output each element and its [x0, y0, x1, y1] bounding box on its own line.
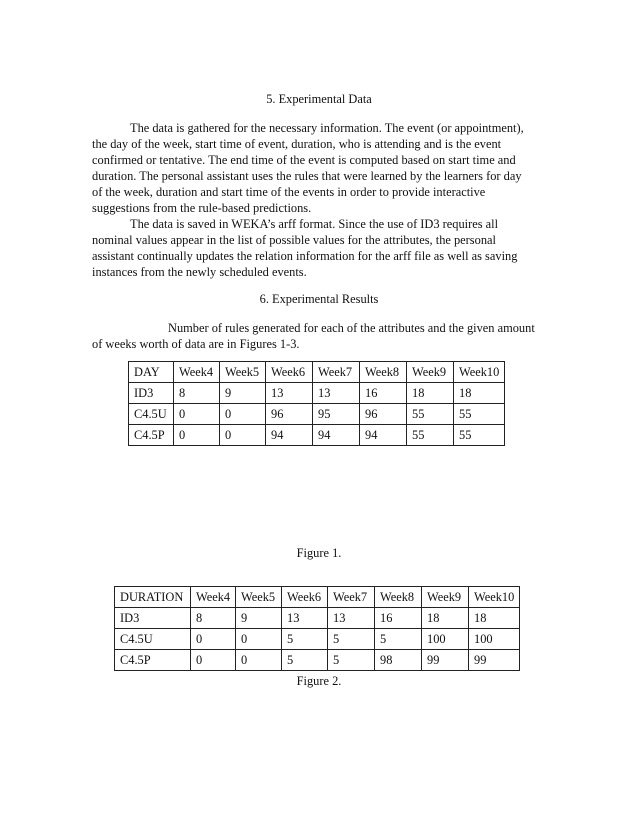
header-cell: Week7 — [328, 587, 375, 608]
section-6-heading: 6. Experimental Results — [259, 292, 379, 306]
table-header-row — [129, 362, 505, 383]
table-cell: 99 — [469, 650, 520, 671]
table-cell: 99 — [422, 650, 469, 671]
table-header-row — [115, 587, 520, 608]
table-cell: 0 — [236, 650, 282, 671]
table-cell: 55 — [407, 425, 454, 446]
table-cell: 0 — [236, 629, 282, 650]
table-cell: 100 — [422, 629, 469, 650]
table-cell: 13 — [328, 608, 375, 629]
header-cell: Week6 — [266, 362, 313, 383]
section-5-heading: 5. Experimental Data — [266, 92, 372, 106]
table-row — [115, 629, 520, 650]
table-cell: 100 — [469, 629, 520, 650]
table-cell: 8 — [174, 383, 220, 404]
paragraph-line: suggestions from the rule-based predictions. — [92, 201, 312, 215]
table-row — [115, 608, 520, 629]
table-cell: 94 — [266, 425, 313, 446]
table-cell: 5 — [282, 629, 328, 650]
table-cell: 13 — [313, 383, 360, 404]
table-cell: ID3 — [129, 383, 174, 404]
table-cell: 13 — [282, 608, 328, 629]
table-cell: C4.5U — [115, 629, 191, 650]
header-cell: Week8 — [375, 587, 422, 608]
figure-2-caption: Figure 2. — [296, 674, 342, 688]
header-cell: Week7 — [313, 362, 360, 383]
table-cell: 18 — [454, 383, 505, 404]
table-cell: 96 — [266, 404, 313, 425]
table-cell: 18 — [407, 383, 454, 404]
table-cell: 55 — [454, 404, 505, 425]
table-cell: 5 — [282, 650, 328, 671]
duration-rules-table — [114, 586, 520, 671]
table-cell: 8 — [191, 608, 236, 629]
table-cell: 55 — [454, 425, 505, 446]
table-row — [115, 650, 520, 671]
header-cell: Week9 — [407, 362, 454, 383]
table-row — [129, 404, 505, 425]
header-cell: DURATION — [115, 587, 191, 608]
table-cell: 18 — [422, 608, 469, 629]
table-cell: 0 — [174, 425, 220, 446]
paragraph-line: instances from the newly scheduled events. — [92, 265, 307, 279]
table-cell: 16 — [360, 383, 407, 404]
table-cell: 96 — [360, 404, 407, 425]
header-cell: Week5 — [236, 587, 282, 608]
paragraph-line: the day of the week, start time of event, duration, who is attending and is the event — [92, 137, 502, 151]
table-row — [129, 425, 505, 446]
table-cell: 95 — [313, 404, 360, 425]
paragraph-line: of weeks worth of data are in Figures 1-3. — [92, 337, 300, 351]
table-cell: 5 — [328, 650, 375, 671]
table-cell: 13 — [266, 383, 313, 404]
table-cell: C4.5P — [129, 425, 174, 446]
table-cell: 9 — [220, 383, 266, 404]
table-cell: 18 — [469, 608, 520, 629]
header-cell: DAY — [129, 362, 174, 383]
table-cell: 0 — [191, 650, 236, 671]
paragraph-line: assistant continually updates the relation information for the arff file as well as saving — [92, 249, 518, 263]
paragraph-line: nominal values appear in the list of possible values for the attributes, the personal — [92, 233, 496, 247]
table-cell: 0 — [174, 404, 220, 425]
paragraph-line: The data is saved in WEKA’s arff format. Since the use of ID3 requires all — [130, 217, 499, 231]
table-row — [129, 383, 505, 404]
paragraph-line: Number of rules generated for each of the attributes and the given amount — [168, 321, 535, 335]
header-cell: Week10 — [469, 587, 520, 608]
header-cell: Week4 — [174, 362, 220, 383]
day-rules-table — [128, 361, 505, 446]
paragraph-line: confirmed or tentative. The end time of the event is computed based on start time and — [92, 153, 516, 167]
table-cell: 94 — [360, 425, 407, 446]
table-cell: 5 — [375, 629, 422, 650]
header-cell: Week4 — [191, 587, 236, 608]
table-cell: C4.5U — [129, 404, 174, 425]
table-cell: 0 — [220, 404, 266, 425]
table-cell: 0 — [220, 425, 266, 446]
header-cell: Week10 — [454, 362, 505, 383]
header-cell: Week6 — [282, 587, 328, 608]
table-cell: 55 — [407, 404, 454, 425]
table-cell: ID3 — [115, 608, 191, 629]
table-cell: 94 — [313, 425, 360, 446]
paragraph-line: of the week, duration and start time of the events in order to provide interactive — [92, 185, 486, 199]
header-cell: Week5 — [220, 362, 266, 383]
paragraph-line: duration. The personal assistant uses the rules that were learned by the learners for day — [92, 169, 522, 183]
table-cell: 16 — [375, 608, 422, 629]
table-cell: C4.5P — [115, 650, 191, 671]
table-cell: 5 — [328, 629, 375, 650]
figure-1-caption: Figure 1. — [296, 546, 342, 560]
table-cell: 0 — [191, 629, 236, 650]
table-cell: 98 — [375, 650, 422, 671]
header-cell: Week8 — [360, 362, 407, 383]
table-cell: 9 — [236, 608, 282, 629]
header-cell: Week9 — [422, 587, 469, 608]
paragraph-line: The data is gathered for the necessary information. The event (or appointment), — [130, 121, 524, 135]
